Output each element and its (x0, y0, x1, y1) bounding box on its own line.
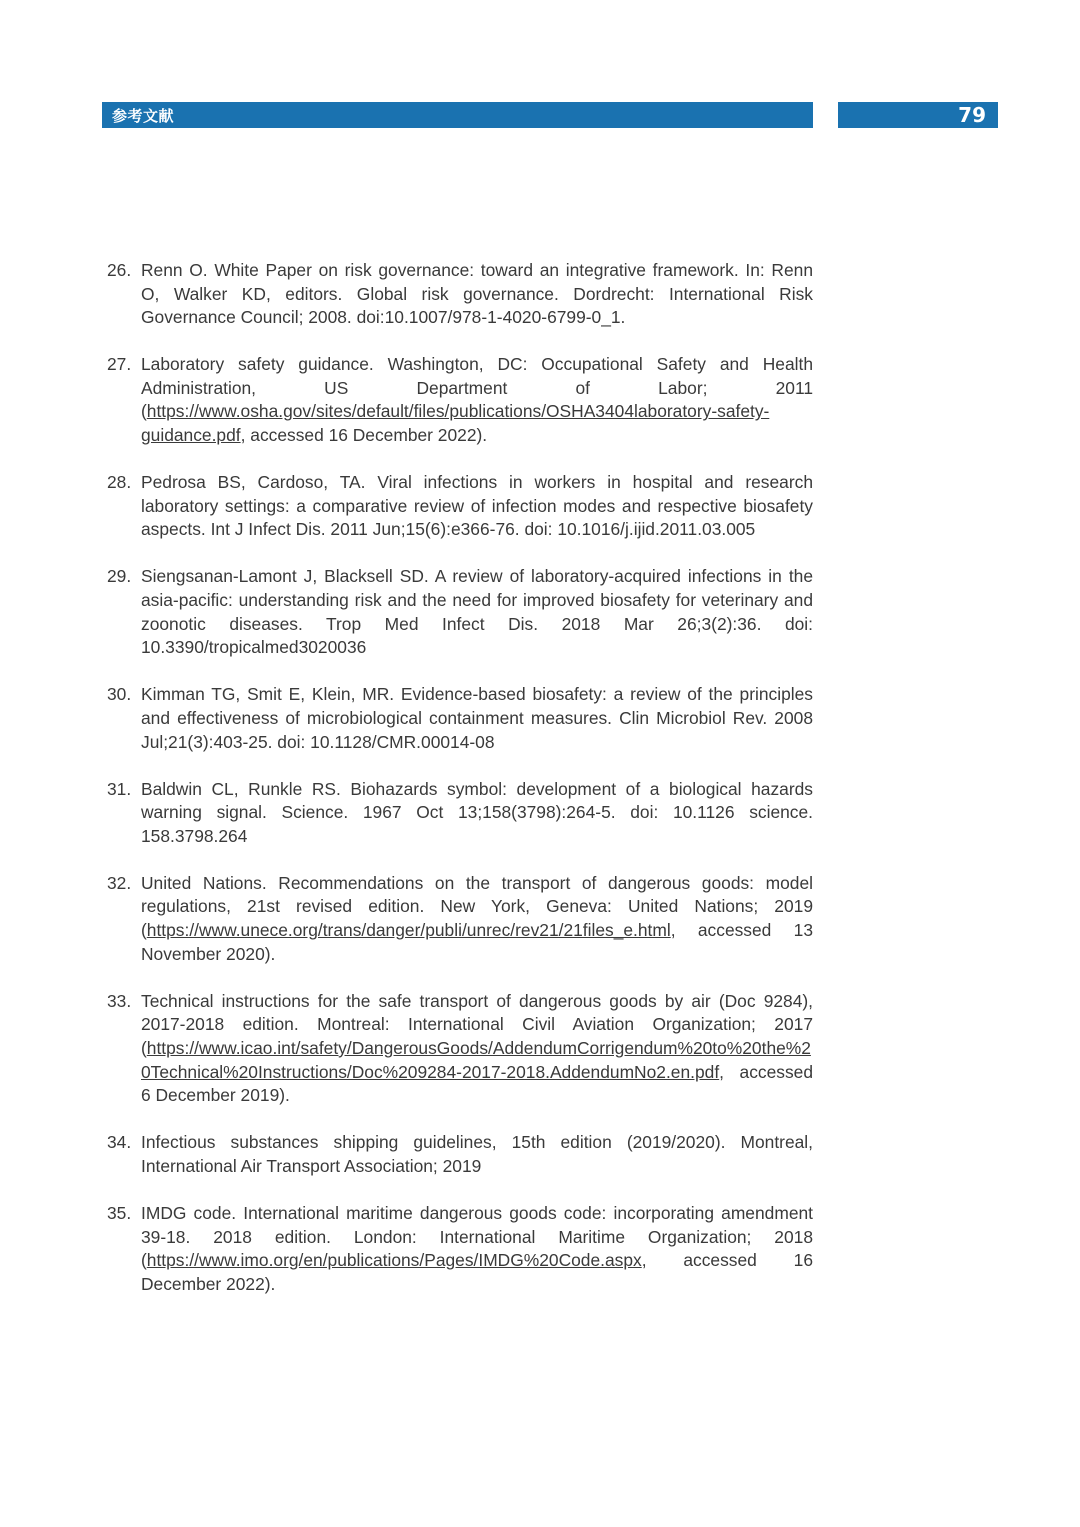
reference-text-segment: Kimman TG, Smit E, Klein, MR. Evidence-based biosafety: a review of the principles and effectiveness of microbiological containment measures. Clin Microbiol Rev. 2008 Jul;21(3):403-25. doi: 10.1128/CMR.00014-08 (141, 684, 813, 752)
reference-text (141, 1202, 813, 1296)
reference-text-segment: Laboratory safety guidance. Washington, DC: Occupational Safety and Health Administration, US Department of Labor; 2011 ( (141, 354, 813, 422)
reference-text-segment: United Nations. Recommendations on the transport of dangerous goods: model regulations, 21st revised edition. New York, Geneva: United Nations; 2019 ( (141, 872, 813, 941)
reference-text-segment: IMDG code. International maritime dangerous goods code: incorporating amendment 39-18. 2018 edition. London: International Maritime Organization; 2018 ( (141, 1202, 813, 1271)
reference-text-segment: Infectious substances shipping guidelines, 15th edition (2019/2020). Montreal, International Air Transport Association; 2019 (141, 1132, 813, 1176)
reference-text (141, 990, 813, 1108)
reference-text-segment: Pedrosa BS, Cardoso, TA. Viral infections in workers in hospital and research laboratory settings: a comparative review of infection modes and respective biosafety aspects. Int J Infect Dis. 2011 Jun;15(6):e366-76. doi: 10.1016/j.ijid.2011.03.005 (141, 472, 813, 540)
reference-link[interactable]: https://www.osha.gov/sites/default/files/publications/OSHA3404laboratory-safety-guidance.pdf (141, 401, 770, 446)
reference-text (141, 353, 813, 447)
reference-item (107, 1131, 813, 1178)
reference-number: 34. (107, 1132, 132, 1153)
reference-number: 30. (107, 684, 132, 705)
section-title: 参考文献 (112, 106, 175, 125)
reference-text (141, 683, 813, 754)
reference-text (141, 565, 813, 659)
reference-item (107, 565, 813, 659)
reference-item (107, 259, 813, 330)
reference-text-segment: , accessed 6 December 2019). (141, 1061, 813, 1106)
reference-text (141, 471, 813, 542)
header-bar (102, 102, 813, 128)
reference-text-segment: Siengsanan-Lamont J, Blacksell SD. A review of laboratory-acquired infections in the asia-pacific: understanding risk and the need for improved biosafety for veterinary and zoonotic diseases. Trop Med Infect Dis. 2018 Mar 26;3(2):36. doi: 10.3390/tropicalmed3020036 (141, 566, 813, 658)
reference-link[interactable]: https://www.imo.org/en/publications/Pages/IMDG%20Code.aspx (146, 1250, 642, 1271)
reference-number: 26. (107, 260, 132, 280)
reference-text-segment: , accessed 16 December 2022). (141, 1250, 813, 1294)
reference-item (107, 778, 813, 849)
reference-text (141, 1131, 813, 1178)
reference-item (107, 471, 813, 542)
reference-item (107, 683, 813, 754)
reference-number: 29. (107, 566, 132, 587)
reference-item (107, 1202, 813, 1296)
reference-text (141, 259, 813, 330)
reference-item (107, 872, 813, 966)
reference-text-segment: Technical instructions for the safe transport of dangerous goods by air (Doc 9284), 2017-2018 edition. Montreal: International Civil Aviation Organization; 2017 ( (141, 990, 813, 1058)
reference-text (141, 778, 813, 849)
reference-number: 35. (107, 1202, 132, 1223)
reference-text-segment: Baldwin CL, Runkle RS. Biohazards symbol: development of a biological hazards warning signal. Science. 1967 Oct 13;158(3798):264-5. doi: 10.1126 science. 158.3798.264 (141, 778, 813, 846)
reference-number: 28. (107, 472, 132, 493)
reference-number: 33. (107, 990, 132, 1011)
reference-number: 32. (107, 872, 132, 893)
page-number-box (838, 102, 998, 128)
reference-item (107, 353, 813, 447)
reference-list (107, 259, 813, 1320)
reference-item (107, 990, 813, 1108)
reference-number: 27. (107, 354, 132, 375)
reference-text-segment: , accessed 13 November 2020). (141, 920, 813, 964)
reference-number: 31. (107, 778, 132, 799)
reference-text-segment: Renn O. White Paper on risk governance: toward an integrative framework. In: Renn O, Walker KD, editors. Global risk governance. Dordrecht: International Risk Governance Council; 2008. doi:10.1007/978-1-4020-6799-0_1. (141, 260, 813, 328)
reference-text-segment: , accessed 16 December 2022). (240, 425, 488, 446)
page-number: 79 (958, 103, 986, 127)
reference-text (141, 872, 813, 966)
reference-link[interactable]: https://www.icao.int/safety/DangerousGoods/AddendumCorrigendum%20to%20the%20Technical%20Instructions/Doc%209284-2017-2018.AddendumNo2.en.pdf (141, 1037, 811, 1082)
reference-link[interactable]: https://www.unece.org/trans/danger/publi/unrec/rev21/21files_e.html (146, 920, 671, 941)
